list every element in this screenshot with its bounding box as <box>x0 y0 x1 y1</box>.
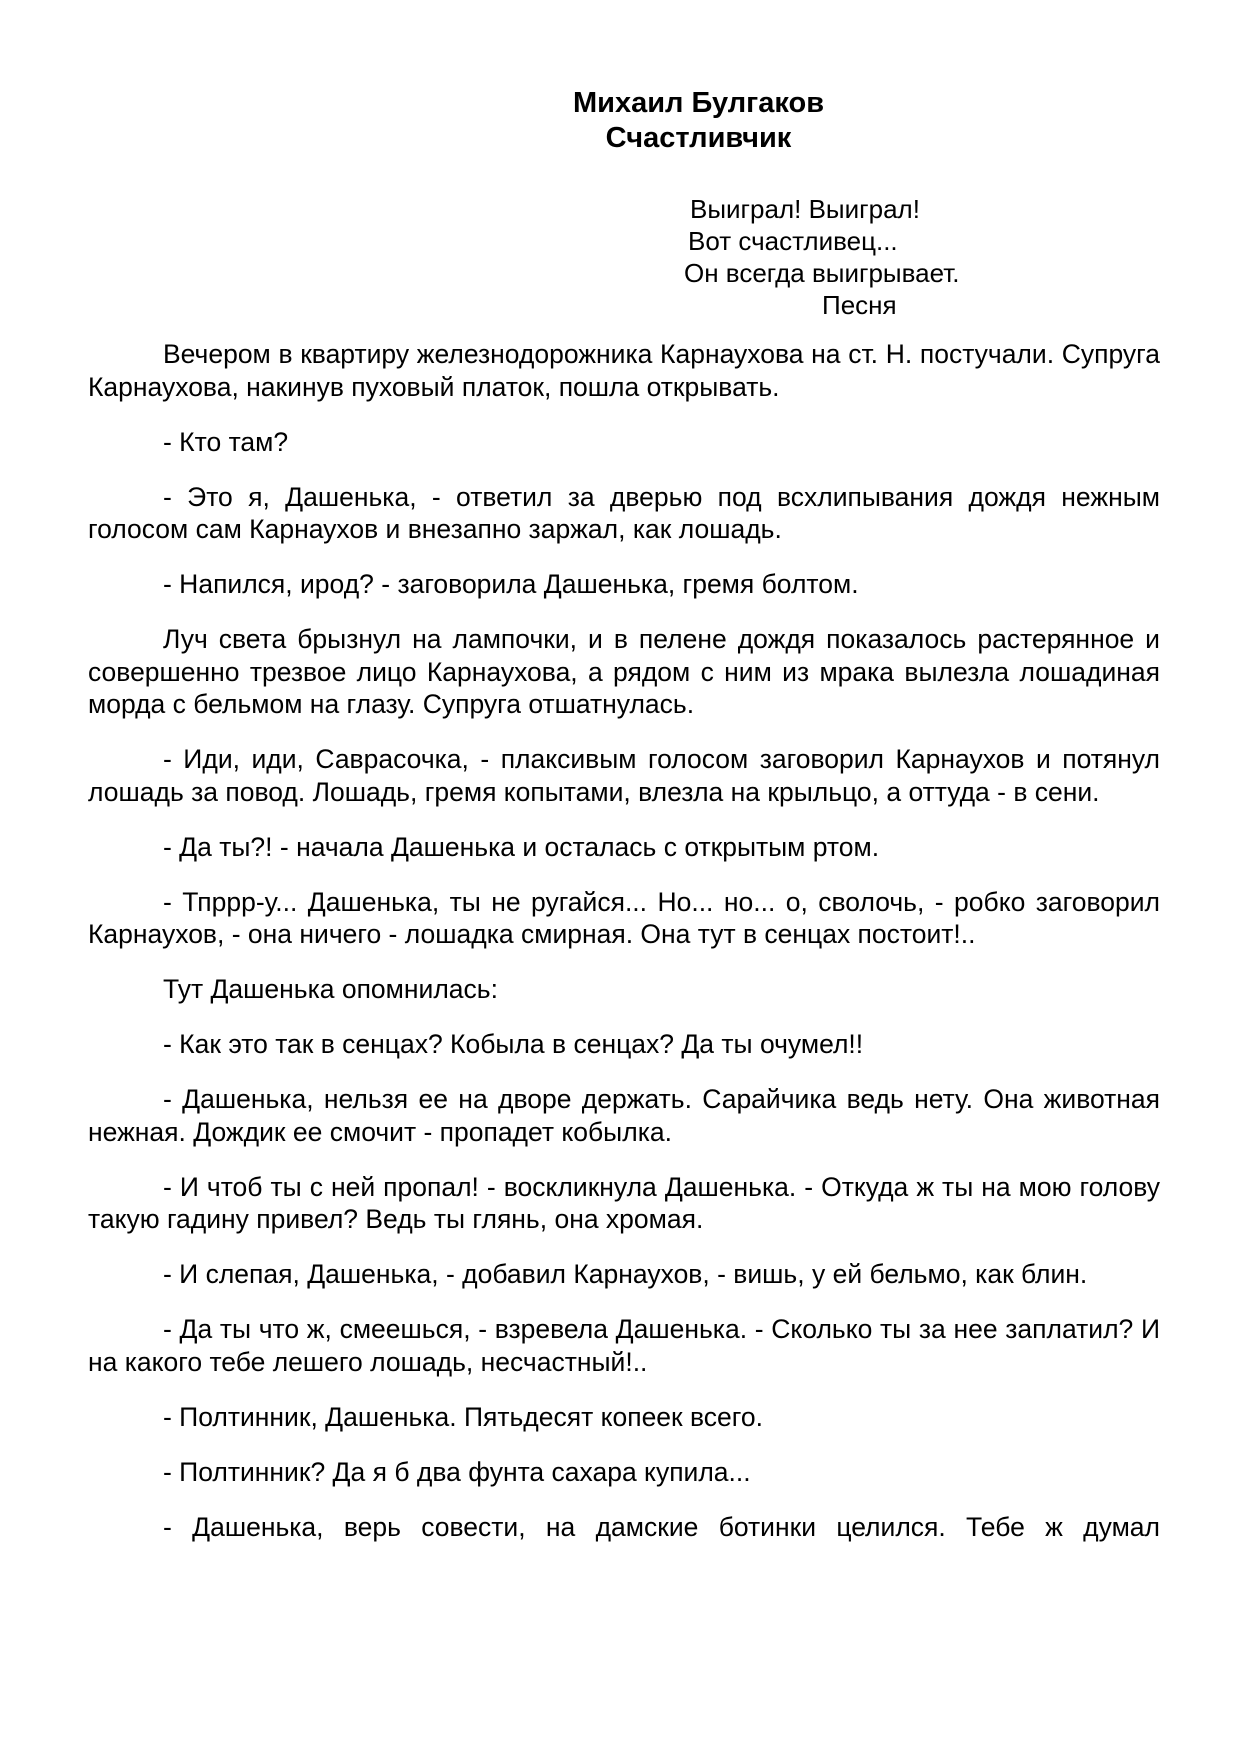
paragraph: Тут Дашенька опомнилась: <box>163 974 498 1004</box>
paragraph: - Дашенька, верь совести, на дамские ботинки целился. Тебе ж думал <box>163 1511 1160 1542</box>
paragraph: - Да ты?! - начала Дашенька и осталась с открытым ртом. <box>163 831 880 862</box>
story-title: Счастливчик <box>605 122 792 154</box>
paragraph: - Напился, ирод? - заговорила Дашенька, гремя болтом. <box>163 569 859 599</box>
paragraph: - Кто там? <box>163 426 289 457</box>
paragraph: Луч света брызнул на лампочки, и в пелене дождя показалось растерянное и совершенно трезвое лицо Карнаухова, а рядом с ним из мрака вылезла лошадиная морда с бельмом на глазу. Супруга отшатнулась. <box>88 624 1160 719</box>
story-body <box>88 338 1160 1543</box>
paragraph: - Да ты что ж, смеешься, - взревела Дашенька. - Сколько ты за нее заплатил? И на какого тебе лешего лошадь, несчастный!.. <box>88 1314 1160 1377</box>
epigraph-source: Песня <box>822 290 897 320</box>
paragraph: - И чтоб ты с ней пропал! - воскликнула Дашенька. - Откуда ж ты на мою голову такую гадину привел? Ведь ты глянь, она хромая. <box>88 1171 1160 1234</box>
paragraph: Вечером в квартиру железнодорожника Карнаухова на ст. Н. постучали. Супруга Карнаухова, накинув пуховый платок, пошла открывать. <box>88 339 1160 402</box>
epigraph-line: Он всегда выигрывает. <box>684 258 960 288</box>
epigraph-line: Вот счастливец... <box>688 226 898 256</box>
author-name: Михаил Булгаков <box>572 87 825 119</box>
paragraph: - И слепая, Дашенька, - добавил Карнаухов, - вишь, у ей бельмо, как блин. <box>163 1259 1088 1289</box>
paragraph: - Как это так в сенцах? Кобыла в сенцах? Да ты очумел!! <box>163 1029 864 1059</box>
paragraph: - Тпррр-у... Дашенька, ты не ругайся... Но... но... о, сволочь, - робко заговорил Карнаухов, - она ничего - лошадка смирная. Она тут в сенцах постоит!.. <box>88 886 1160 949</box>
paragraph: - Полтинник? Да я б два фунта сахара купила... <box>163 1456 751 1487</box>
paragraph: - Дашенька, нельзя ее на дворе держать. Сарайчика ведь нету. Она животная нежная. Дождик ее смочит - пропадет кобылка. <box>88 1084 1160 1147</box>
paragraph: - Иди, иди, Саврасочка, - плаксивым голосом заговорил Карнаухов и потянул лошадь за повод. Лошадь, гремя копытами, влезла на крыльцо, а оттуда - в сени. <box>88 744 1160 807</box>
paragraph: - Полтинник, Дашенька. Пятьдесят копеек всего. <box>163 1401 763 1432</box>
epigraph <box>0 193 1242 333</box>
paragraph: - Это я, Дашенька, - ответил за дверью под всхлипывания дождя нежным голосом сам Карнаухов и внезапно заржал, как лошадь. <box>88 481 1160 544</box>
epigraph-line: Выиграл! Выиграл! <box>690 194 920 224</box>
